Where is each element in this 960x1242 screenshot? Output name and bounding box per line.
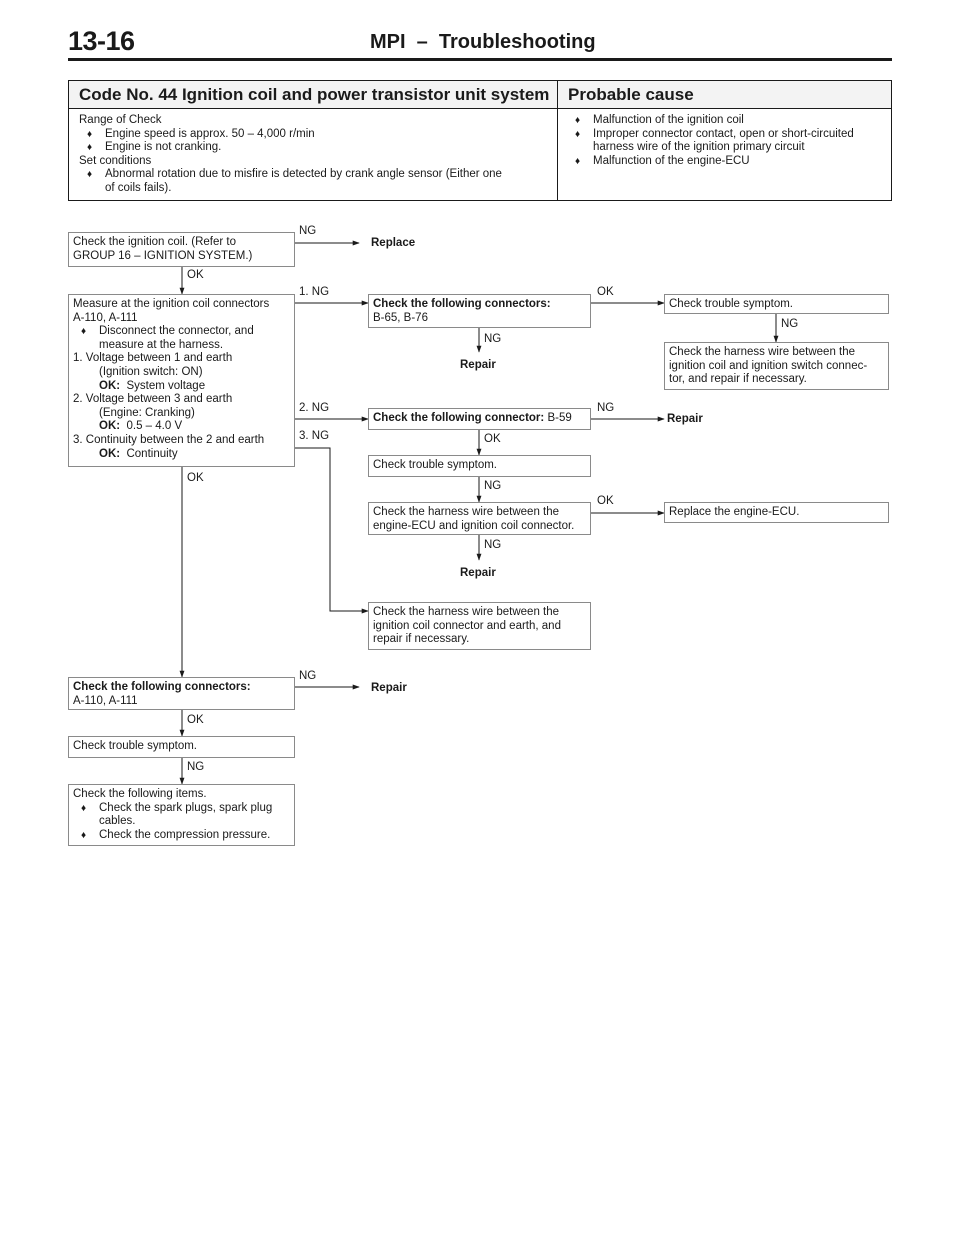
ng-label: NG (299, 225, 317, 237)
box-line: Check the harness wire between the (373, 606, 560, 618)
ng-label: 1. NG (299, 286, 330, 298)
replace-action: Replace (371, 237, 416, 249)
set-condition-item: ♦ Abnormal rotation due to misfire is detected by crank angle sensor (Either one (79, 168, 549, 182)
check-harness-earth-box (368, 602, 591, 650)
ng-label: NG (781, 318, 799, 330)
range-item: ♦ Engine speed is approx. 50 – 4,000 r/min (79, 128, 549, 142)
arrow-b2-b10 (295, 448, 368, 611)
check-harness-ecu-box (368, 502, 591, 535)
box-line: B-65, B-76 (373, 311, 428, 324)
check-trouble-symptom-box (368, 455, 591, 477)
box-line: Check trouble symptom. (669, 298, 793, 310)
check-trouble-symptom-box (68, 736, 295, 758)
box-bullet: ♦ Check the compression pressure. (73, 829, 290, 843)
cause-item: ♦ Malfunction of the ignition coil (567, 114, 885, 128)
box-line: A-110, A-111 (73, 311, 138, 324)
ok-value: System voltage (126, 379, 206, 392)
range-item: ♦ Engine is not cranking. (79, 141, 549, 155)
cause-item: ♦ Improper connector contact, open or short-circuited (567, 128, 885, 142)
check-trouble-symptom-box (664, 294, 889, 314)
cause-item-cont: harness wire of the ignition primary circuit (593, 141, 805, 154)
box-line: engine-ECU and ignition coil connector. (373, 519, 575, 532)
box-line: Check the harness wire between the (373, 506, 560, 518)
box-line: Check the ignition coil. (Refer to (73, 236, 236, 248)
box-line-value: B-59 (547, 412, 572, 424)
box-line: Measure at the ignition coil connectors (73, 298, 270, 310)
repair-action: Repair (460, 567, 496, 579)
ok-label: OK (484, 433, 501, 445)
ng-label: NG (187, 761, 205, 773)
ok-label: OK (597, 286, 614, 298)
box-line (373, 412, 586, 426)
code-header: Code No. 44 Ignition coil and power transistor unit system (69, 81, 557, 109)
box-line: GROUP 16 – IGNITION SYSTEM.) (73, 249, 253, 262)
ok-value: Continuity (126, 447, 178, 460)
ok-label: OK (597, 495, 614, 507)
box-bullet: ♦ Check the spark plugs, spark plug (73, 802, 290, 816)
box-line: Check the harness wire between the (669, 346, 856, 358)
ok-value: 0.5 – 4.0 V (126, 420, 183, 433)
ok-label: OK: (99, 379, 121, 392)
box-line (73, 380, 290, 394)
box-line: repair if necessary. (373, 633, 470, 646)
box-line: Check the following connectors: (73, 681, 251, 693)
box-line: (Engine: Cranking) (99, 406, 195, 419)
probable-cause-header: Probable cause (557, 81, 891, 109)
box-line-bold: Check the following connector: (373, 412, 545, 424)
ok-label: OK (187, 472, 204, 484)
ng-label: NG (484, 539, 502, 551)
box-bullet: ♦ Disconnect the connector, and (73, 325, 290, 339)
box-line: 3. Continuity between the 2 and earth (73, 433, 265, 446)
range-of-check-title: Range of Check (79, 114, 162, 126)
ng-label: 3. NG (299, 430, 330, 442)
box-line (73, 448, 290, 462)
set-condition-item-cont: of coils fails). (105, 181, 172, 194)
check-connectors-b65-b76-box (368, 294, 591, 328)
page-number: 13-16 (68, 26, 135, 56)
box-line: tor, and repair if necessary. (669, 373, 807, 386)
box-line: Check the following connectors: (373, 298, 551, 310)
repair-action: Repair (460, 359, 496, 371)
ok-label: OK (187, 269, 204, 281)
measure-connectors-box (68, 294, 295, 467)
ng-label: NG (484, 480, 502, 492)
box-line: Check trouble symptom. (373, 459, 497, 471)
box-line: Check trouble symptom. (73, 740, 197, 752)
box-line: (Ignition switch: ON) (99, 365, 203, 378)
box-line: cables. (99, 815, 136, 828)
ng-label: NG (484, 333, 502, 345)
ng-label: 2. NG (299, 402, 330, 414)
box-line: Check the following items. (73, 788, 207, 800)
check-ignition-coil-box (68, 232, 295, 267)
ok-label: OK: (99, 420, 121, 433)
ng-label: NG (299, 670, 317, 682)
page-title: MPI – Troubleshooting (370, 31, 596, 53)
check-following-items-box (68, 784, 295, 846)
box-line: 1. Voltage between 1 and earth (73, 352, 233, 365)
ng-label: NG (597, 402, 615, 414)
set-conditions-title: Set conditions (79, 154, 152, 167)
box-line: 2. Voltage between 3 and earth (73, 393, 233, 406)
ok-label: OK (187, 714, 204, 726)
box-line: Replace the engine-ECU. (669, 506, 800, 518)
ok-label: OK: (99, 447, 121, 460)
box-line: ignition coil connector and earth, and (373, 619, 561, 632)
check-connectors-a110-a111-box (68, 677, 295, 710)
replace-engine-ecu-box (664, 502, 889, 523)
check-connector-b59-box (368, 408, 591, 430)
box-line: measure at the harness. (99, 338, 224, 351)
check-harness-ignition-switch-box (664, 342, 889, 390)
cause-item: ♦ Malfunction of the engine-ECU (567, 155, 885, 169)
box-line: A-110, A-111 (73, 694, 138, 707)
repair-action: Repair (371, 682, 407, 694)
box-line (73, 420, 290, 434)
repair-action: Repair (667, 413, 703, 425)
box-line: ignition coil and ignition switch connec- (669, 359, 868, 372)
